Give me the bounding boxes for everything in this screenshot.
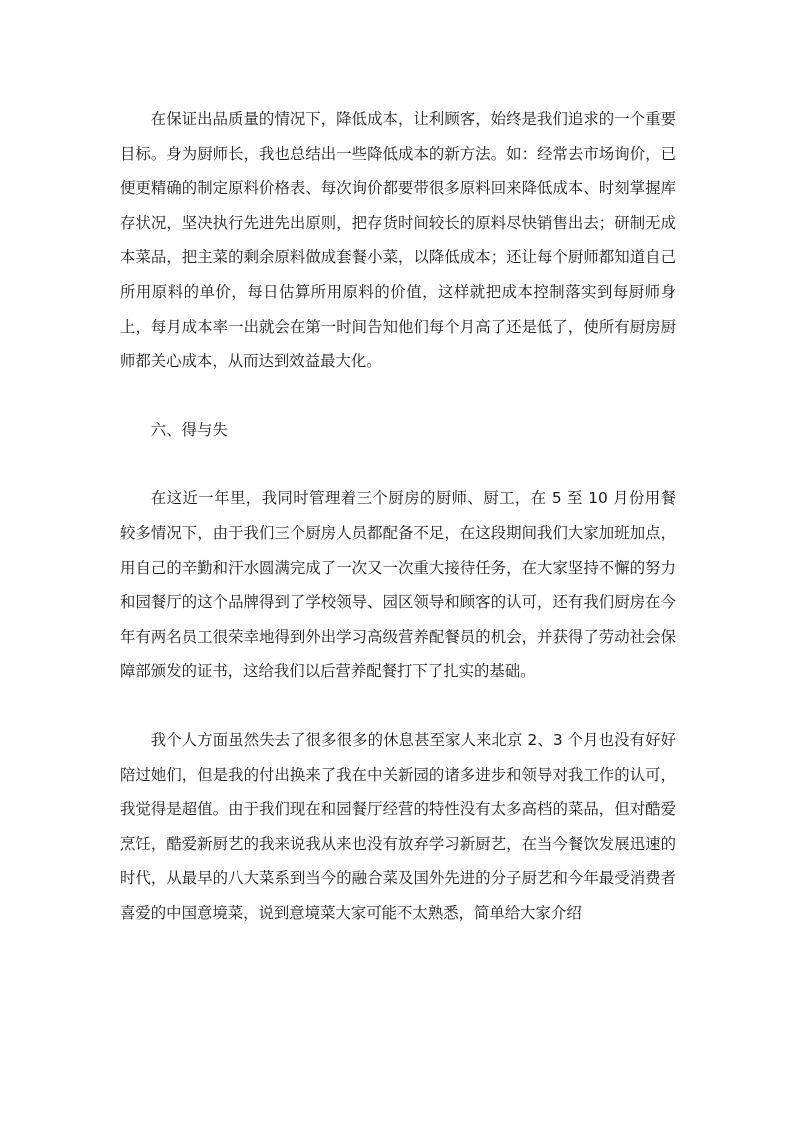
section-heading-gains-and-losses: 六、得与失: [150, 420, 228, 439]
document-body: [120, 102, 676, 930]
paragraph-cost-reduction: 在保证出品质量的情况下，降低成本，让利顾客，始终是我们追求的一个重要目标。身为厨师长，我也总结出一些降低成本的新方法。如：经常去市场询价，已便更精确的制定原料价格表、每次询价都要带很多原料回来降低成本、时刻掌握库存状况，坚决执行先进先出原则，把存货时间较长的原料尽快销售出去；研制无成本菜品，把主菜的剩余原料做成套餐小菜，以降低成本；还让每个厨师都知道自己所用原料的单价，每日估算所用原料的价值，这样就把成本控制落实到每厨师身上，每月成本率一出就会在第一时间告知他们每个月高了还是低了，使所有厨房厨师都关心成本，从而达到效益最大化。: [120, 110, 676, 371]
paragraph-team-achievements: 在这近一年里，我同时管理着三个厨房的厨师、厨工，在 5 至 10 月份用餐较多情况下，由于我们三个厨房人员都配备不足，在这段期间我们大家加班加点，用自己的辛勤和汗水圆满完成了一次又一次重大接待任务，在大家坚持不懈的努力和园餐厅的这个品牌得到了学校领导、园区领导和顾客的认可，还有我们厨房在今年有两名员工很荣幸地得到外出学习高级营养配餐员的机会，并获得了劳动社会保障部颁发的证书，这给我们以后营养配餐打下了扎实的基础。: [120, 489, 676, 681]
paragraph-personal-reflection: 我个人方面虽然失去了很多很多的休息甚至家人来北京 2、3 个月也没有好好陪过她们，但是我的付出换来了我在中关新园的诸多进步和领导对我工作的认可，我觉得是超值。由于我们现在和园餐厅经营的特性没有太多高档的菜品，但对酷爱烹饪，酷爱新厨艺的我来说我从来也没有放弃学习新厨艺，在当今餐饮发展迅速的时代，从最早的八大菜系到当今的融合菜及国外先进的分子厨艺和今年最受消费者喜爱的中国意境菜，说到意境菜大家可能不太熟悉，简单给大家介绍: [120, 730, 676, 922]
